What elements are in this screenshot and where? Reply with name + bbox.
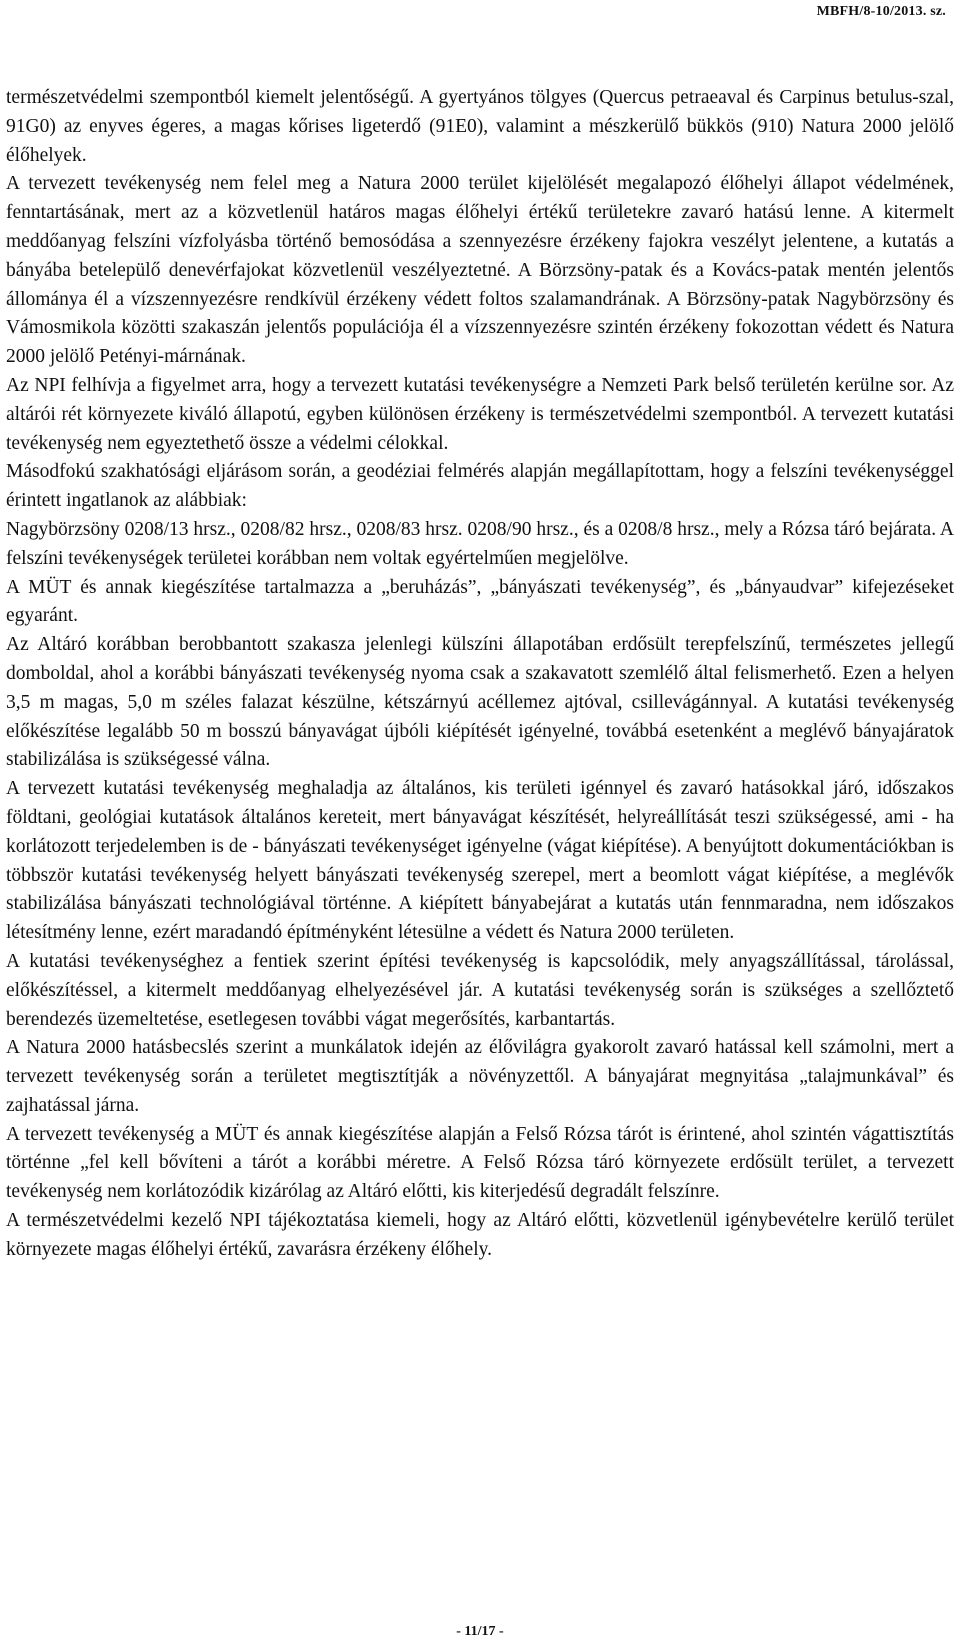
paragraph: Az Altáró korábban berobbantott szakasza jelenlegi külszíni állapotában erdősült terepfelszínű, természetes jellegű domboldal, ahol a korábbi bányászati tevékenység nyoma csak a szakavatott szemlélő által felismerhető. Ezen a helyen 3,5 m magas, 5,0 m széles falazat készülne, kétszárnyú acéllemez ajtóval, csillevágánnyal. A kutatási tevékenység előkészítése legalább 50 m bosszú bányavágat újbóli kiépítését igényelné, továbbá esetenként a meglévő bányajáratok stabilizálása is szükségessé válna. — [6, 634, 954, 771]
paragraph: A MÜT és annak kiegészítése tartalmazza a „beruházás”, „bányászati tevékenység”, és „bányaudvar” kifejezéseket egyaránt. — [6, 576, 954, 627]
paragraph: A tervezett tevékenység nem felel meg a Natura 2000 terület kijelölését megalapozó élőhelyi állapot védelmének, fenntartásának, mert az a közvetlenül határos magas élőhelyi értékű területekre zavaró hatású lenne. A kitermelt meddőanyag felszíni vízfolyásba történő bemosódása a szennyezésre érzékeny fajokra veszélyt jelentene, a kutatás a bányába betelepülő denevérfajokat közvetlenül veszélyeztetné. A Börzsöny-patak és a Kovács-patak mentén jelentős állománya él a vízszennyezésre rendkívül érzékeny védett foltos szalamandrának. A Börzsöny-patak Nagybörzsöny és Vámosmikola közötti szakaszán jelentős populációja él a vízszennyezésre szintén érzékeny fokozottan védett és Natura 2000 jelölő Petényi-márnának. — [6, 173, 954, 368]
paragraph: Másodfokú szakhatósági eljárásom során, a geodéziai felmérés alapján megállapítottam, hogy a felszíni tevékenységgel érintett ingatlanok az alábbiak: — [6, 461, 954, 512]
document-reference-header: MBFH/8-10/2013. sz. — [816, 4, 946, 19]
paragraph: A kutatási tevékenységhez a fentiek szerint építési tevékenység is kapcsolódik, mely anyagszállítással, tárolással, előkészítéssel, a kitermelt meddőanyag elhelyezésével jár. A kutatási tevékenység során is szükséges a szellőztető berendezés üzemeltetése, esetlegesen további vágat megerősítés, karbantartás. — [6, 950, 954, 1030]
document-body — [6, 84, 954, 1265]
page-number: - 11/17 - — [456, 1624, 504, 1639]
paragraph: A tervezett tevékenység a MÜT és annak kiegészítése alapján a Felső Rózsa tárót is érintené, ahol szintén vágattisztítás történne „fel kell bővíteni a tárót a korábbi méretre. A Felső Rózsa táró környezete erdősült terület, a tervezett tevékenység nem korlátozódik kizárólag az Altáró előtti, kis kiterjedésű degradált felszínre. — [6, 1123, 954, 1203]
paragraph: A tervezett kutatási tevékenység meghaladja az általános, kis területi igénnyel és zavaró hatásokkal járó, időszakos földtani, geológiai kutatások általános kereteit, mert bányavágat készítését, helyreállítását teszi szükségessé, ami - ha korlátozott terjedelemben is de - bányászati tevékenységet igényelne (vágat kiépítése). A benyújtott dokumentációkban is többször kutatási tevékenység helyett bányászati tevékenység szerepel, mert a beomlott vágat kiépítése, a meglévők stabilizálása bányászati technológiával történne. A kiépített bányabejárat a kutatás után fennmaradna, nem időszakos létesítmény lenne, ezért maradandó építményként létesülne a védett és Natura 2000 területen. — [6, 778, 954, 944]
paragraph: A természetvédelmi kezelő NPI tájékoztatása kiemeli, hogy az Altáró előtti, közvetlenül igénybevételre kerülő terület környezete magas élőhelyi értékű, zavarásra érzékeny élőhely. — [6, 1210, 954, 1260]
paragraph: Nagybörzsöny 0208/13 hrsz., 0208/82 hrsz., 0208/83 hrsz. 0208/90 hrsz., és a 0208/8 hrsz., mely a Rózsa táró bejárata. A felszíni tevékenységek területei korábban nem voltak egyértelműen megjelölve. — [6, 518, 954, 569]
paragraph: természetvédelmi szempontból kiemelt jelentőségű. A gyertyános tölgyes (Quercus petraeaval és Carpinus betulus-szal, 91G0) az enyves égeres, a magas kőrises ligeterdő (91E0), valamint a mészkerülő bükkös (910) Natura 2000 jelölő élőhelyek. — [6, 87, 954, 166]
paragraph: A Natura 2000 hatásbecslés szerint a munkálatok idején az élővilágra gyakorolt zavaró hatással kell számolni, mert a tervezett tevékenység során a területet megtisztítják a növényzettől. A bányajárat megnyitása „talajmunkával” és zajhatással járna. — [6, 1037, 954, 1116]
paragraph: Az NPI felhívja a figyelmet arra, hogy a tervezett kutatási tevékenységre a Nemzeti Park belső területén kerülne sor. Az altárói rét környezete kiváló állapotú, egyben különösen érzékeny is természetvédelmi szempontból. A tervezett kutatási tevékenység nem egyeztethető össze a védelmi célokkal. — [6, 374, 954, 454]
